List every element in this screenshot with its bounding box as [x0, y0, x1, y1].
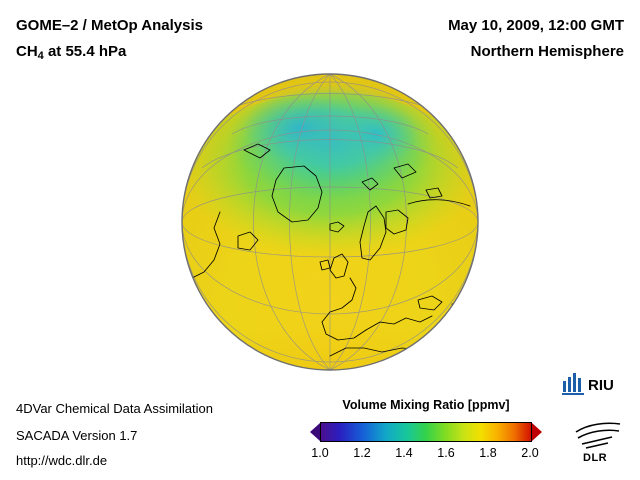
- species-prefix: CH: [16, 43, 38, 60]
- riu-logo-icon: [562, 372, 626, 396]
- colorbar-row: [310, 422, 542, 442]
- colorbar-tick-3: 1.6: [437, 446, 455, 460]
- colorbar-tick-1: 1.2: [353, 446, 371, 460]
- globe-map: [180, 72, 480, 372]
- footer-line-1: 4DVar Chemical Data Assimilation: [16, 401, 213, 416]
- colorbar-extend-max-arrow: [532, 423, 542, 441]
- colorbar-tick-0: 1.0: [311, 446, 329, 460]
- colorbar-gradient: [320, 422, 532, 442]
- timestamp-label: May 10, 2009, 12:00 GMT: [448, 17, 624, 34]
- species-subscript: 4: [37, 50, 44, 62]
- colorbar-tick-2: 1.4: [395, 446, 413, 460]
- colorbar-title: Volume Mixing Ratio [ppmv]: [342, 398, 510, 412]
- dlr-logo-label: DLR: [583, 452, 608, 464]
- footer-url[interactable]: http://wdc.dlr.de: [16, 453, 108, 468]
- colorbar: [310, 398, 542, 464]
- colorbar-tick-4: 1.8: [479, 446, 497, 460]
- colorbar-tick-5: 2.0: [521, 446, 539, 460]
- svg-text:RIU: RIU: [588, 377, 614, 394]
- page-title: GOME–2 / MetOp Analysis: [16, 17, 203, 34]
- region-label: Northern Hemisphere: [470, 43, 624, 60]
- colorbar-ticks: [310, 446, 542, 464]
- species-level-label: [16, 43, 126, 62]
- species-level: at 55.4 hPa: [43, 43, 127, 60]
- colorbar-extend-min-arrow: [310, 423, 320, 441]
- orthographic-projection-svg: [180, 72, 480, 372]
- footer-line-2: SACADA Version 1.7: [16, 428, 138, 443]
